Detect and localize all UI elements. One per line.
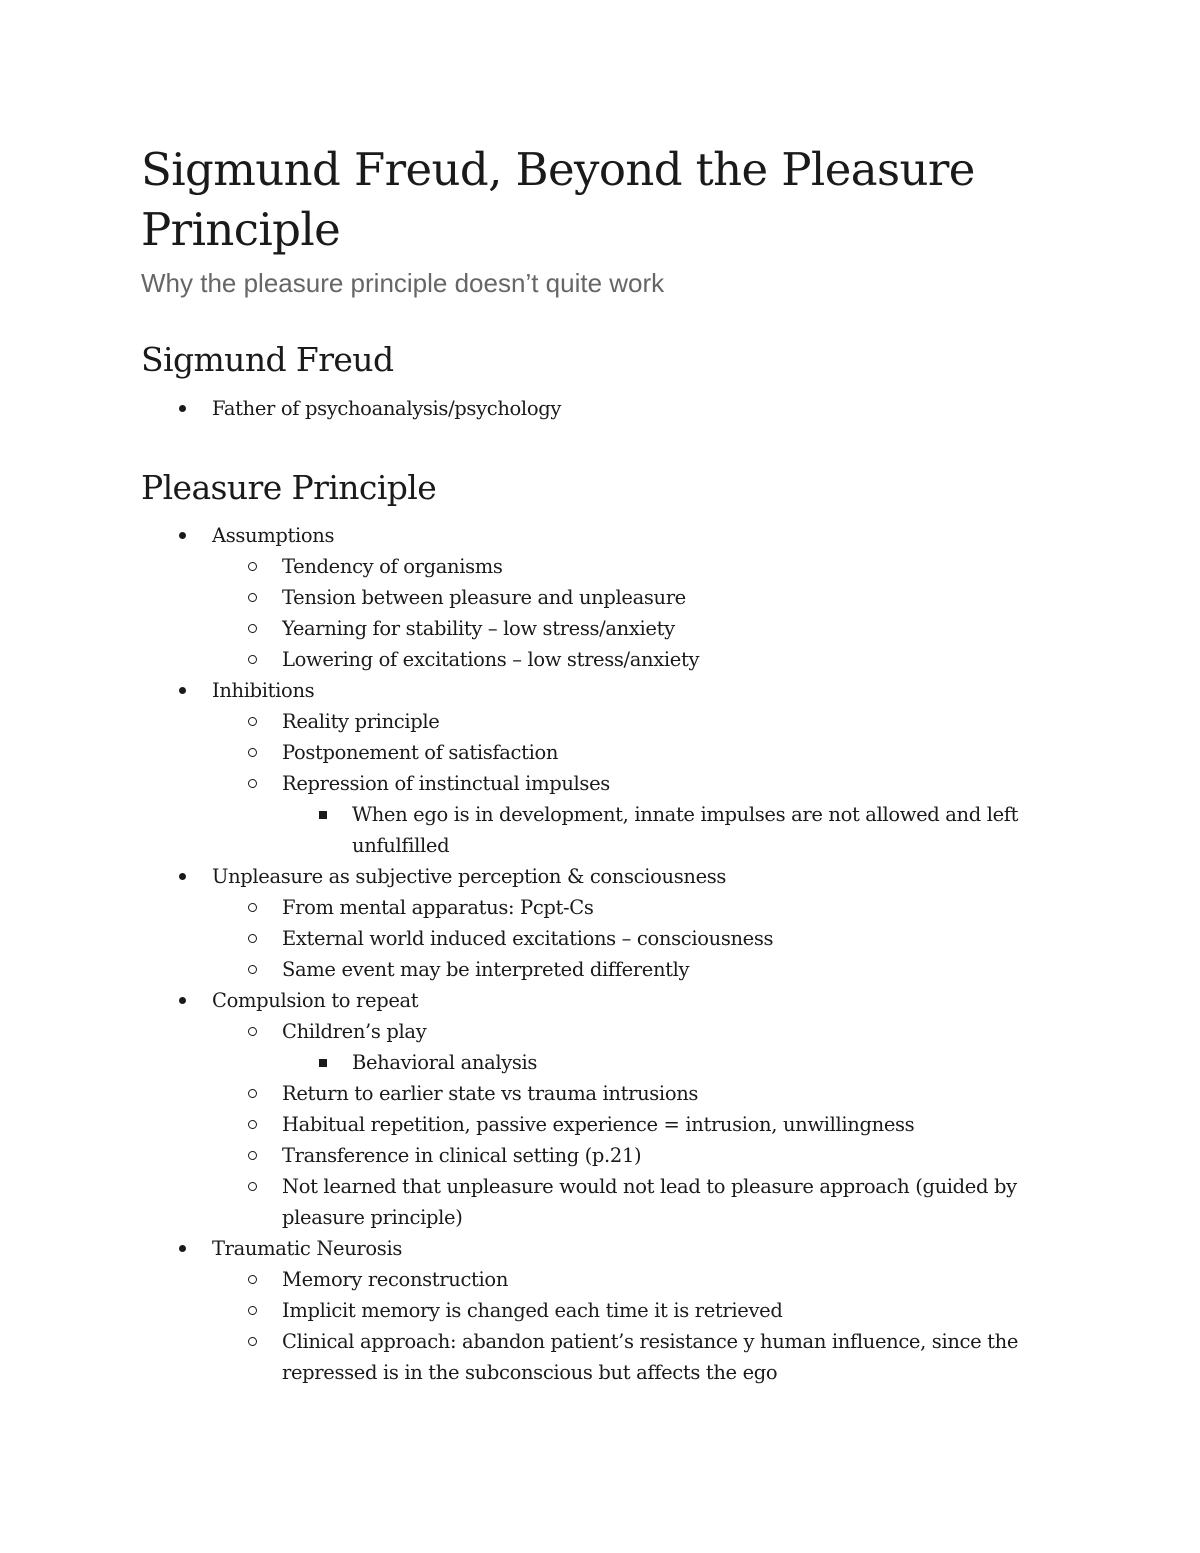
hollow-bullet-icon — [247, 737, 267, 768]
hollow-bullet-icon — [247, 1140, 267, 1171]
hollow-bullet-icon — [247, 1016, 267, 1047]
hollow-bullet-icon — [247, 1078, 267, 1109]
list-item: When ego is in development, innate impulses are not allowed and left unfulfilled — [141, 799, 1041, 861]
bullet-icon — [177, 520, 197, 551]
hollow-bullet-icon — [247, 613, 267, 644]
hollow-bullet-icon — [247, 582, 267, 613]
section-heading: Sigmund Freud — [141, 340, 394, 379]
list-item: Father of psychoanalysis/psychology — [141, 393, 1041, 424]
list-item: Implicit memory is changed each time it is retrieved — [141, 1295, 1041, 1326]
list-item: Compulsion to repeat — [141, 985, 1041, 1016]
list-item: Return to earlier state vs trauma intrusions — [141, 1078, 1041, 1109]
list-item: External world induced excitations – consciousness — [141, 923, 1041, 954]
list-item: Yearning for stability – low stress/anxiety — [141, 613, 1041, 644]
hollow-bullet-icon — [247, 1264, 267, 1295]
square-bullet-icon — [317, 799, 337, 830]
square-bullet-icon — [317, 1047, 337, 1078]
list-item: Not learned that unpleasure would not lead to pleasure approach (guided by pleasure principle) — [141, 1171, 1041, 1233]
bullet-icon — [177, 675, 197, 706]
section-list — [141, 520, 1041, 1388]
bullet-icon — [177, 1233, 197, 1264]
list-item: Children’s play — [141, 1016, 1041, 1047]
list-item: Transference in clinical setting (p.21) — [141, 1140, 1041, 1171]
list-item: Repression of instinctual impulses — [141, 768, 1041, 799]
list-item: Habitual repetition, passive experience = intrusion, unwillingness — [141, 1109, 1041, 1140]
section-list — [141, 393, 1041, 424]
hollow-bullet-icon — [247, 551, 267, 582]
bullet-icon — [177, 393, 197, 424]
hollow-bullet-icon — [247, 923, 267, 954]
list-item: Clinical approach: abandon patient’s resistance y human influence, since the repressed is in the subconscious but affects the ego — [141, 1326, 1041, 1388]
bullet-icon — [177, 985, 197, 1016]
list-item: Reality principle — [141, 706, 1041, 737]
hollow-bullet-icon — [247, 644, 267, 675]
hollow-bullet-icon — [247, 1109, 267, 1140]
list-item: Postponement of satisfaction — [141, 737, 1041, 768]
hollow-bullet-icon — [247, 706, 267, 737]
hollow-bullet-icon — [247, 1295, 267, 1326]
hollow-bullet-icon — [247, 892, 267, 923]
list-item: Tendency of organisms — [141, 551, 1041, 582]
list-item: Unpleasure as subjective perception & consciousness — [141, 861, 1041, 892]
list-item: Memory reconstruction — [141, 1264, 1041, 1295]
list-item: Behavioral analysis — [141, 1047, 1041, 1078]
list-item: Tension between pleasure and unpleasure — [141, 582, 1041, 613]
list-item: Lowering of excitations – low stress/anxiety — [141, 644, 1041, 675]
section-heading: Pleasure Principle — [141, 468, 437, 507]
list-item: Same event may be interpreted differently — [141, 954, 1041, 985]
document-title: Sigmund Freud, Beyond the Pleasure Principle — [141, 143, 975, 256]
list-item: Inhibitions — [141, 675, 1041, 706]
bullet-icon — [177, 861, 197, 892]
list-item: Assumptions — [141, 520, 1041, 551]
hollow-bullet-icon — [247, 1171, 267, 1202]
hollow-bullet-icon — [247, 1326, 267, 1357]
list-item: From mental apparatus: Pcpt-Cs — [141, 892, 1041, 923]
document-subtitle: Why the pleasure principle doesn’t quite work — [141, 268, 665, 298]
hollow-bullet-icon — [247, 768, 267, 799]
hollow-bullet-icon — [247, 954, 267, 985]
list-item: Traumatic Neurosis — [141, 1233, 1041, 1264]
